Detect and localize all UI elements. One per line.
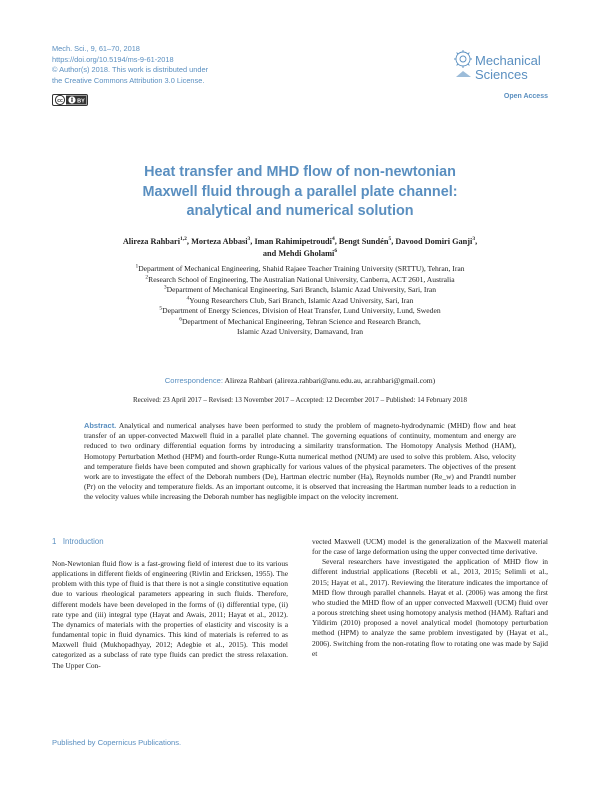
abstract — [84, 421, 516, 503]
journal-meta — [52, 44, 342, 86]
paragraph: vected Maxwell (UCM) model is the generalization of the Maxwell material for the case of large deformation using the upper convected time derivative. — [312, 537, 548, 557]
abstract-label: Abstract. — [84, 421, 117, 430]
correspondence-emails[interactable]: Alireza Rahbari (alireza.rahbari@anu.edu.au, ar.rahbari@gmail.com) — [224, 376, 436, 385]
title-line-2: Maxwell fluid through a parallel plate channel: — [142, 183, 458, 200]
author-name: Davood Domiri Ganji — [395, 237, 473, 246]
affiliation-item: $^1$Department of Mechanical Engineering, Shahid Rajaee Teacher Training University (SRTTU), Tehran, Iran — [135, 263, 465, 273]
abstract-text: Analytical and numerical analyses have been performed to study the problem of magneto-hydrodynamic (MHD) flow and heat transfer of an upper-convected Maxwell fluid in a parallel plate channel. The governing equations of continuity, momentum and energy are reduced to two ordinary differential equation forms by introducing a similarity transformation. The Homotopy Analysis Method (HAM), Homotopy Perturbation Method (HPM) and fourth-order Runge-Kutta numerical method (NUM) are used to solve this problem. Also, velocity and temperature fields have been computed and shown graphically for various values of the physical parameters. The objectives of the present work are to investigate the effect of the Deborah numbers (De), Hartman electric number (Ha), Reynolds number (Re_w) and Prandtl number (Pr) on the velocity and temperature fields. As an important outcome, it is observed that increasing the Hartman number leads to a reduction in the velocity values while increasing the Deborah number has negligible impact on the velocity increment. — [84, 421, 516, 502]
body-column-right — [312, 537, 548, 659]
cc-by-license-icon[interactable] — [52, 94, 88, 106]
doi-link[interactable]: https://doi.org/10.5194/ms-9-61-2018 — [52, 54, 174, 64]
paragraph: Several researchers have investigated the application of MHD flow in different industrial applications (Recebli et al., 2013, 2015; Selimli et al., 2015; Hayat et al., 2017). Reviewing the literature indicates the importance of MHD flow through parallel channels. Hayat et al. (2006) was among the first who studied the MHD flow of an upper convected Maxwell (UCM) fluid over a porous stretching sheet using homotopy analysis method (HAM). Raftari and Yildirim (2010) proposed a novel analytical model (homotopy perturbation method (HPM) to analyze the same problem investigated by (Hayat et al., 2006). Switching from the non-rotating flow to rotating one was made by Sajid et — [312, 557, 548, 658]
author-name: Alireza Rahbari — [122, 237, 181, 246]
author-name: Morteza Abbasi — [191, 237, 248, 246]
paragraph: Non-Newtonian fluid flow is a fast-growing field of interest due to its various applications in different fields of engineering (Rivlin and Ericksen, 1955). The problem with this type of fluid is that there is not a single constitutive equation due to various rheological parameters appearing in such fluids. Therefore, different models have been developed in the forms of (i) differential type, (ii) rate type and (iii) integral type (Hayat and Awais, 2011; Hayat et al., 2012). The dynamics of materials with the properties of elasticity and viscosity is a fundamental topic in fluid dynamics. This kind of materials is referred to as Maxwell fluid (Mukhopadhyay, 2012; Adegbie et al., 2015). This model categorized as a subclass of rate type fluids can predict the stress relaxation. The Upper Con- — [52, 559, 288, 670]
publisher-footer: Published by Copernicus Publications. — [52, 738, 182, 747]
author-name: Bengt Sundén — [338, 237, 389, 246]
affiliation-item: $^4$Young Researchers Club, Sari Branch, Islamic Azad University, Sari, Iran — [186, 294, 414, 305]
affiliation-item: $^5$Department of Energy Sciences, Division of Heat Transfer, Lund University, Lund, Sweden — [159, 305, 441, 315]
affiliation-item: $^3$Department of Mechanical Engineering, Sari Branch, Islamic Azad University, Sari, Iran — [163, 284, 437, 294]
section-number: 1 — [52, 537, 57, 546]
section-heading-introduction — [52, 537, 104, 546]
section-title: Introduction — [62, 537, 104, 546]
publication-dates: Received: 23 April 2017 – Revised: 13 November 2017 – Accepted: 12 December 2017 – Published: 14 February 2018 — [133, 396, 467, 404]
affiliation-item: $^2$Research School of Engineering, The Australian National University, Canberra, ACT 2601, Australia — [145, 273, 455, 284]
affiliations — [60, 264, 540, 338]
author-sup: 6 — [334, 248, 338, 255]
paper-title — [60, 163, 540, 222]
author-list: Alireza Rahbari$^{1,2}$, Morteza Abbasi$^3$, Iman Rahimipetroudi$^4$, Bengt Sundén$^5$, Davood Domiri Ganji$^3$, and Mehdi Gholami$^6$ — [122, 236, 478, 258]
cc-badge-text: cc — [57, 98, 63, 104]
by-badge-text: BY — [77, 98, 85, 105]
mechanical-sciences-logo — [451, 41, 551, 101]
affiliation-item: $^6$Department of Mechanical Engineering, Tehran Science and Research Branch, — [179, 315, 421, 326]
correspondence-label: Correspondence: — [164, 376, 224, 385]
author-sup: 1,2 — [180, 236, 187, 243]
open-access-label: Open Access — [503, 93, 548, 100]
gear-icon — [454, 50, 472, 68]
author-name: Iman Rahimipetroudi — [254, 237, 332, 246]
author-sup: 5 — [388, 236, 392, 243]
author-sup: 3 — [472, 236, 476, 243]
body-column-left — [52, 559, 288, 671]
journal-reference: Mech. Sci., 9, 61–70, 2018 — [52, 44, 140, 53]
logo-line2: Sciences — [475, 67, 528, 82]
correspondence — [60, 376, 540, 385]
author-sup: 3 — [247, 236, 251, 243]
title-line-3: analytical and numerical solution — [186, 203, 414, 219]
title-line-1: Heat transfer and MHD flow of non-newtonian — [144, 164, 456, 180]
author-sup: 4 — [331, 236, 335, 243]
copyright-line: © Author(s) 2018. This work is distributed under — [52, 65, 209, 75]
author-name: Mehdi Gholami — [278, 249, 335, 258]
affiliation-item-cont: Islamic Azad University, Damavand, Iran — [236, 327, 364, 336]
license-line[interactable]: the Creative Commons Attribution 3.0 License. — [52, 75, 205, 85]
logo-line1: Mechanical — [475, 53, 541, 68]
